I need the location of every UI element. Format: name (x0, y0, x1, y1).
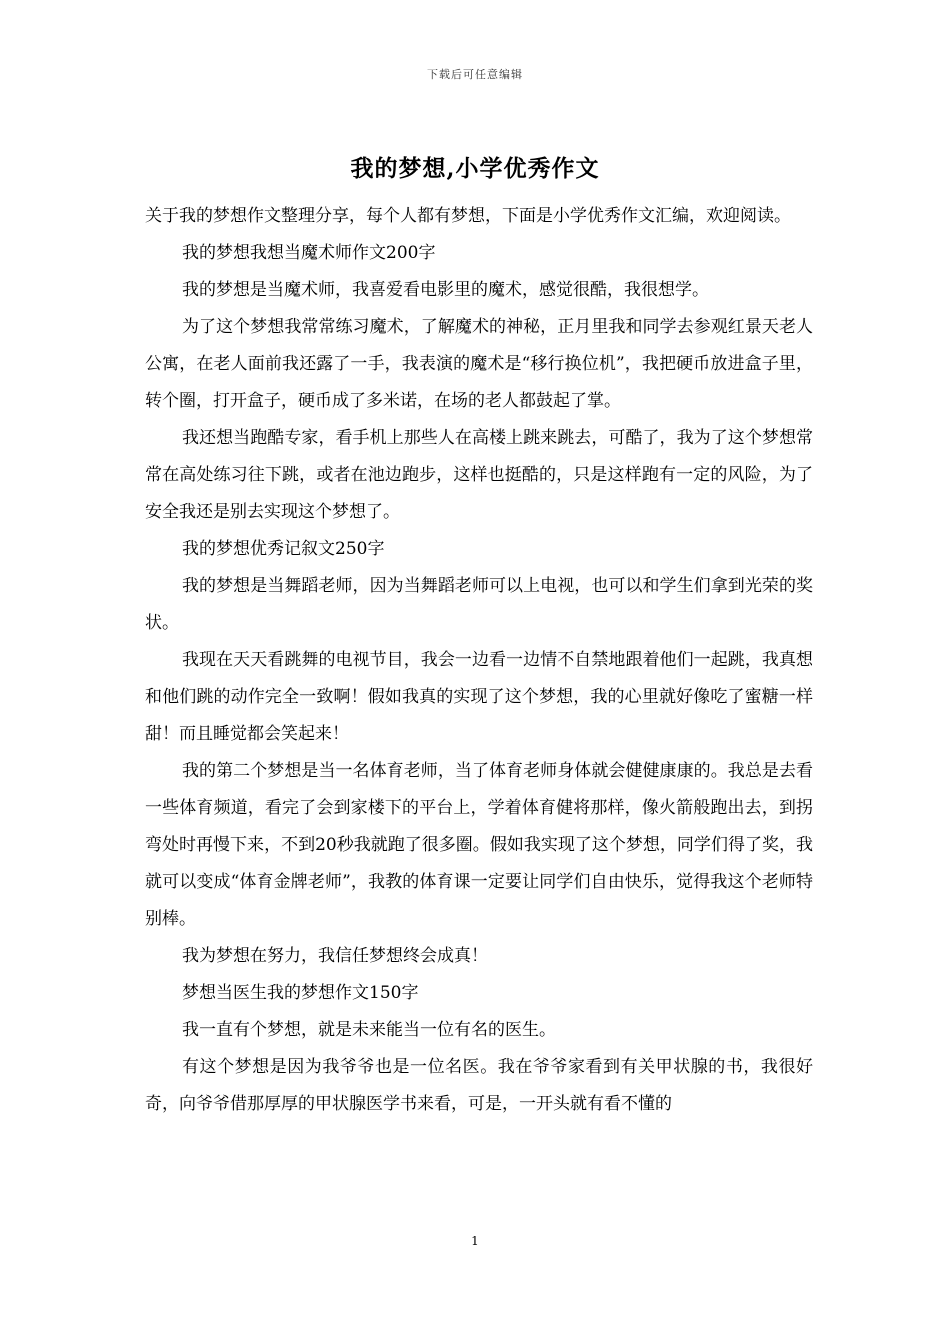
paragraph: 我一直有个梦想，就是未来能当一位有名的医生。 (182, 1020, 556, 1040)
paragraph: 我的梦想是当舞蹈老师，因为当舞蹈老师可以上电视，也可以和学生们拿到光荣的奖状。 (145, 576, 813, 633)
section-heading: 我的梦想我想当魔术师作文200字 (182, 243, 436, 263)
paragraph: 有这个梦想是因为我爷爷也是一位名医。我在爷爷家看到有关甲状腺的书，我很好奇，向爷爷借那厚厚的甲状腺医学书来看，可是，一开头就有看不懂的 (145, 1057, 813, 1114)
header-note: 下载后可任意编辑 (427, 68, 523, 81)
section-heading: 我的梦想优秀记叙文250字 (182, 539, 385, 559)
section-heading: 梦想当医生我的梦想作文150字 (182, 983, 419, 1003)
body-text (145, 198, 813, 1123)
page-number: 1 (471, 1234, 479, 1248)
document-title: 我的梦想,小学优秀作文 (350, 155, 600, 182)
paragraph: 我还想当跑酷专家，看手机上那些人在高楼上跳来跳去，可酷了，我为了这个梦想常常在高处练习往下跳，或者在池边跑步，这样也挺酷的，只是这样跑有一定的风险，为了安全我还是别去实现这个梦想了。 (145, 428, 813, 522)
paragraph: 关于我的梦想作文整理分享，每个人都有梦想，下面是小学优秀作文汇编，欢迎阅读。 (145, 206, 791, 226)
paragraph: 我的梦想是当魔术师，我喜爱看电影里的魔术，感觉很酷，我很想学。 (182, 280, 709, 300)
paragraph: 我现在天天看跳舞的电视节目，我会一边看一边情不自禁地跟着他们一起跳，我真想和他们跳的动作完全一致啊！假如我真的实现了这个梦想，我的心里就好像吃了蜜糖一样甜！而且睡觉都会笑起来！ (145, 650, 813, 744)
paragraph: 为了这个梦想我常常练习魔术，了解魔术的神秘，正月里我和同学去参观红景天老人公寓，在老人面前我还露了一手，我表演的魔术是“移行换位机”，我把硬币放进盒子里，转个圈，打开盒子，硬币成了多米诺，在场的老人都鼓起了掌。 (145, 317, 813, 411)
paragraph: 我为梦想在努力，我信任梦想终会成真！ (182, 946, 488, 966)
paragraph: 我的第二个梦想是当一名体育老师，当了体育老师身体就会健健康康的。我总是去看一些体育频道，看完了会到家楼下的平台上，学着体育健将那样，像火箭般跑出去，到拐弯处时再慢下来，不到20秒我就跑了很多圈。假如我实现了这个梦想，同学们得了奖，我就可以变成“体育金牌老师”，我教的体育课一定要让同学们自由快乐，觉得我这个老师特别棒。 (145, 761, 813, 929)
